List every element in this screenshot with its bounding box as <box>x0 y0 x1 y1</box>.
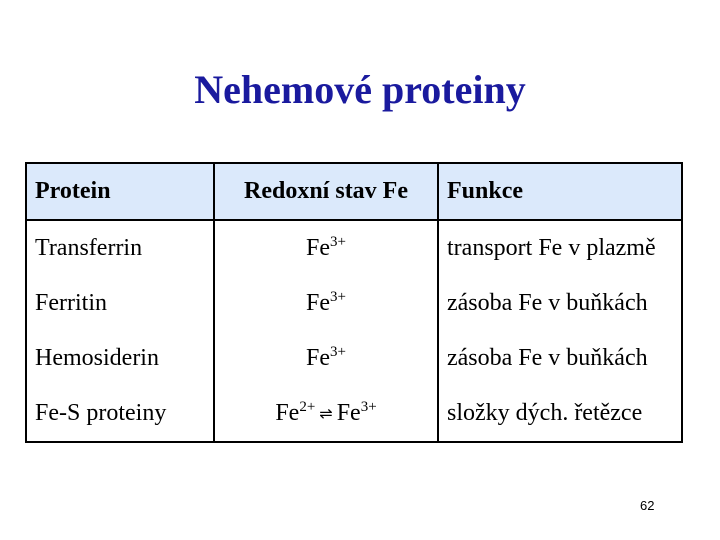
ion-base: Fe <box>336 400 361 426</box>
ion-charge: 3+ <box>360 399 377 415</box>
page-number: 62 <box>640 498 655 513</box>
ion-base: Fe <box>306 345 331 371</box>
header-redox-state: Redoxní stav Fe <box>214 163 438 220</box>
equilibrium-arrow-icon: ⇌ <box>319 404 333 423</box>
redox-state <box>214 276 438 331</box>
ion-base: Fe <box>306 235 331 261</box>
header-function: Funkce <box>438 163 682 220</box>
ion-charge: 2+ <box>299 399 316 415</box>
protein-function: transport Fe v plazmě <box>438 220 682 276</box>
ion-base: Fe <box>306 290 331 316</box>
ion-charge: 3+ <box>330 344 346 360</box>
ion-base: Fe <box>275 400 300 426</box>
ion-charge: 3+ <box>330 289 346 305</box>
protein-function: zásoba Fe v buňkách <box>438 276 682 331</box>
protein-name: Fe-S proteiny <box>26 386 214 442</box>
table-row <box>26 331 682 386</box>
protein-name: Hemosiderin <box>26 331 214 386</box>
redox-state <box>214 386 438 442</box>
table-row <box>26 386 682 442</box>
protein-name: Ferritin <box>26 276 214 331</box>
header-protein: Protein <box>26 163 214 220</box>
ion-charge: 3+ <box>330 234 346 250</box>
table-row <box>26 276 682 331</box>
slide-title: Nehemové proteiny <box>194 67 526 112</box>
table-header-row <box>26 163 682 220</box>
protein-name: Transferrin <box>26 220 214 276</box>
protein-function: složky dých. řetězce <box>438 386 682 442</box>
redox-state <box>214 220 438 276</box>
protein-function: zásoba Fe v buňkách <box>438 331 682 386</box>
redox-state <box>214 331 438 386</box>
table-row <box>26 220 682 276</box>
proteins-table <box>25 162 683 443</box>
